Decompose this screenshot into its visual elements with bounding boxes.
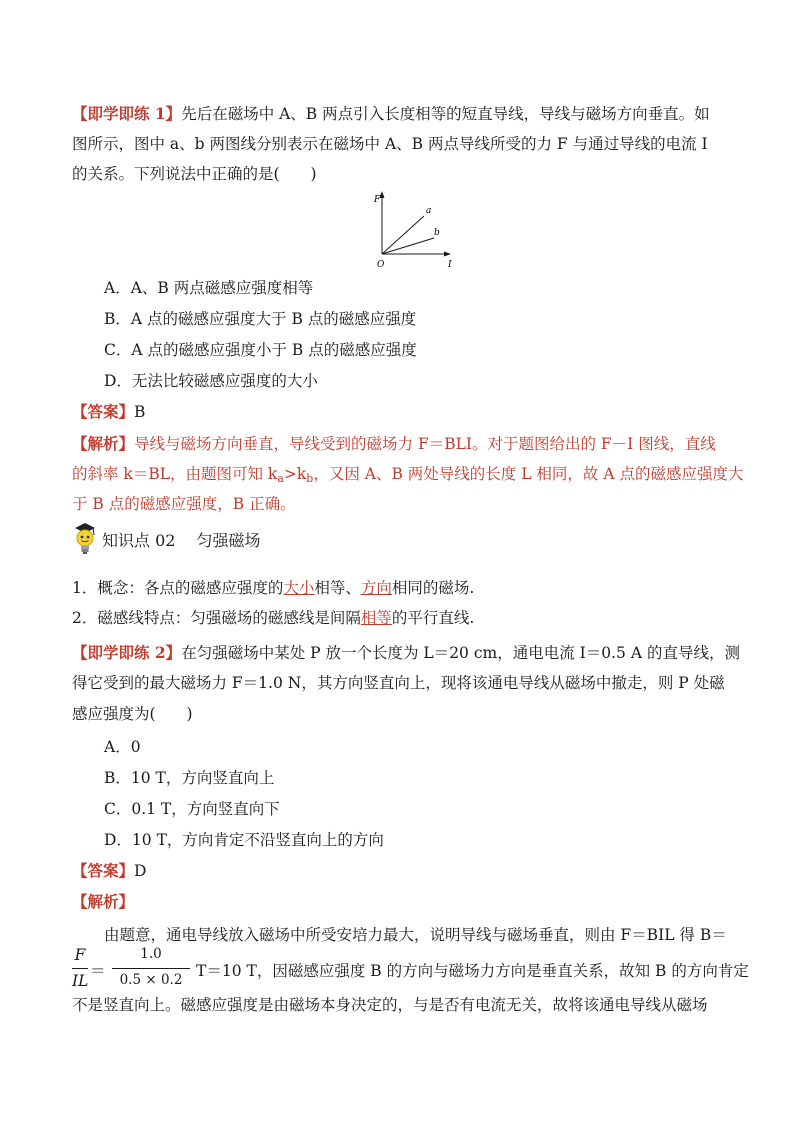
ex2-analysis-tag: 【解析】 xyxy=(72,892,135,911)
ex1-analysis-line-1: 【解析】导线与磁场方向垂直，导线受到的磁场力 F＝BLI。对于题图给出的 F－I 图线，直线 xyxy=(72,434,716,453)
ex2-analysis-line-1: 由题意，通电导线放入磁场中所受安培力最大，说明导线与磁场垂直，则由 F＝BIL 得 B＝ xyxy=(104,926,727,944)
knowledge-point-title: 知识点 02 匀强磁场 xyxy=(72,522,261,556)
ex2-analysis-line-3: 不是竖直向上。磁感应强度是由磁场本身决定的，与是否有电流无关，故将该通电导线从磁场 xyxy=(72,996,708,1014)
ex1-tag: 【即学即练 1】 xyxy=(72,104,182,123)
ex2-option-c: C．0.1 T，方向竖直向下 xyxy=(104,800,280,818)
fraction-2-numerator: 1.0 xyxy=(140,946,162,962)
y-axis-arrow xyxy=(380,191,385,198)
ex2-option-d: D．10 T，方向肯定不沿竖直向上的方向 xyxy=(104,831,384,849)
x-axis-arrow xyxy=(444,252,451,257)
ex2-tag: 【即学即练 2】 xyxy=(72,643,182,662)
ex1-stem-line-3: 的关系。下列说法中正确的是( ) xyxy=(72,165,317,183)
ex1-answer: 【答案】B xyxy=(72,402,146,421)
y-axis-label: F xyxy=(374,195,381,205)
ex1-option-c: C．A 点的磁感应强度小于 B 点的磁感应强度 xyxy=(104,341,417,359)
ex1-option-b: B．A 点的磁感应强度大于 B 点的磁感应强度 xyxy=(104,310,417,328)
fraction-2-denominator: 0.5 × 0.2 xyxy=(119,972,183,988)
fraction-1-denominator: IL xyxy=(72,972,89,990)
kp-point-1: 1．概念：各点的磁感应强度的大小相等、方向相同的磁场. xyxy=(72,579,475,597)
ex1-stem-line-1: 【即学即练 1】先后在磁场中 A、B 两点引入长度相等的短直导线，导线与磁场方向垂直。如 xyxy=(72,104,710,123)
line-a xyxy=(382,216,424,254)
ex1-analysis-line-3: 于 B 点的磁感应强度，B 正确。 xyxy=(72,495,296,513)
ex1-stem-line-2: 图所示，图中 a、b 两图线分别表示在磁场中 A、B 两点导线所受的力 F 与通过导线的电流 I xyxy=(72,135,708,153)
line-b-label: b xyxy=(434,228,440,238)
ex2-option-b: B．10 T，方向竖直向上 xyxy=(104,769,275,787)
ex2-option-a: A．0 xyxy=(104,738,141,756)
line-a-label: a xyxy=(426,206,432,216)
ex2-stem-line-1: 【即学即练 2】在匀强磁场中某处 P 放一个长度为 L＝20 cm，通电电流 I＝0.5 A 的直导线，测 xyxy=(72,643,740,662)
ex2-stem-line-3: 感应强度为( ) xyxy=(72,705,193,723)
ex2-answer: 【答案】D xyxy=(72,861,147,880)
ex1-option-d: D．无法比较磁感应强度的大小 xyxy=(104,372,318,390)
ex2-analysis-line-2: T＝10 T，因磁感应强度 B 的方向与磁场力方向是垂直关系，故知 B 的方向肯定 xyxy=(196,962,749,980)
kp-point-2: 2．磁感线特点：匀强磁场的磁感线是间隔相等的平行直线. xyxy=(72,609,475,627)
ex1-analysis-line-2: 的斜率 k＝BL，由题图可知 $k_a>k_b$，又因 A、B 两处导线的长度 L 相同，故 A 点的磁感应强度大 xyxy=(72,465,744,485)
ex2-stem-line-2: 得它受到的最大磁场力 F＝1.0 N，其方向竖直向上，现将该通电导线从磁场中撤走，则 P 处磁 xyxy=(72,674,725,692)
fraction-2-bar xyxy=(112,968,190,969)
fraction-1-bar xyxy=(72,968,88,969)
equals-sign: ＝ xyxy=(90,962,106,980)
line-b xyxy=(382,238,434,254)
ex1-option-a: A．A、B 两点磁感应强度相等 xyxy=(104,279,314,297)
x-axis-label: I xyxy=(448,260,452,268)
f-i-graph xyxy=(368,188,468,268)
fraction-1-numerator: F xyxy=(74,946,86,964)
origin-label: O xyxy=(377,260,385,268)
lightbulb-graduate-icon xyxy=(72,522,98,556)
